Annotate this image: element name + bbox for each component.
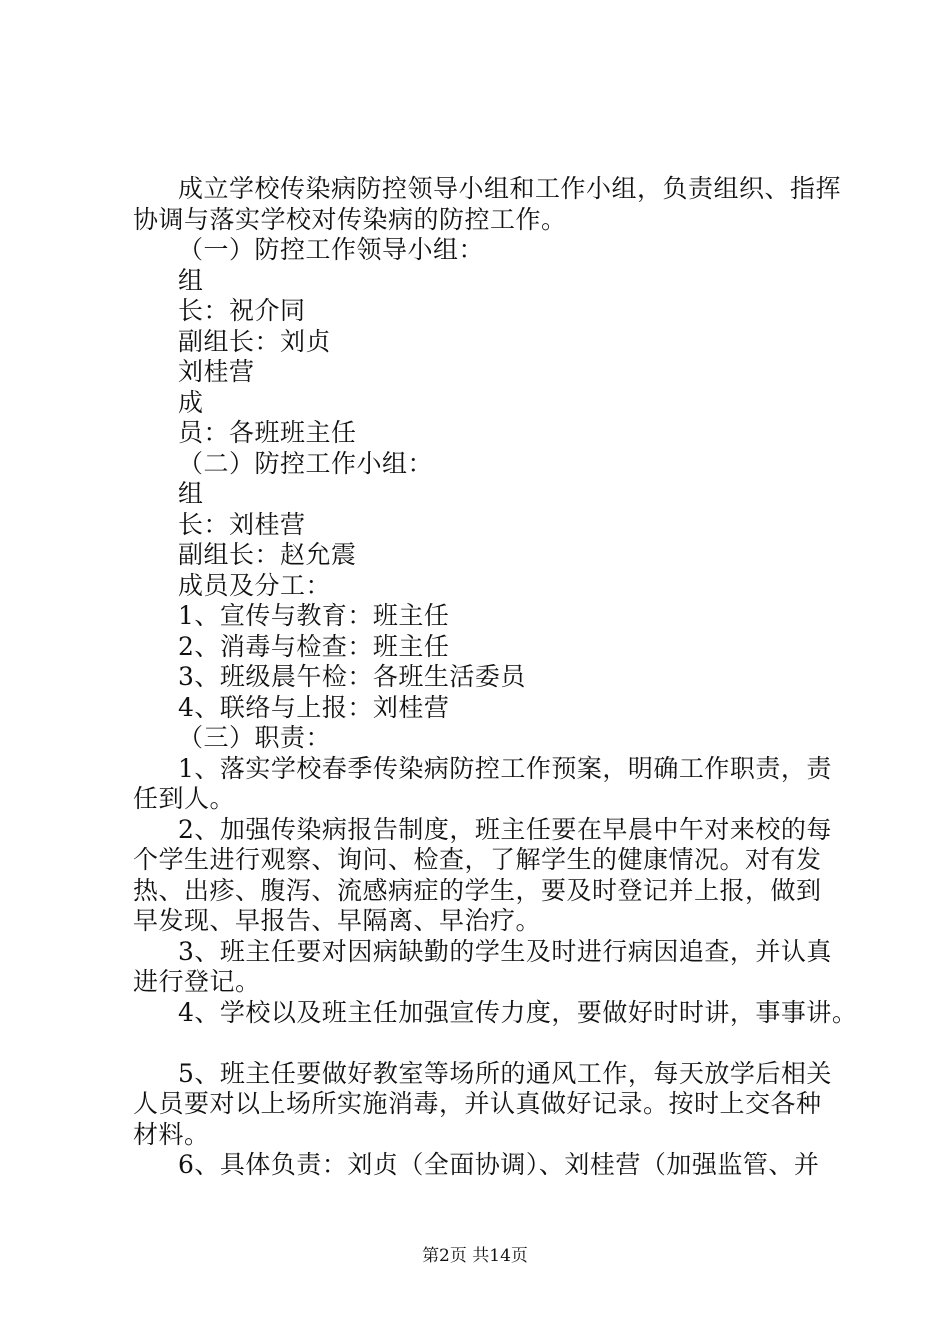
list-item: 2、消毒与检查：班主任 bbox=[178, 631, 450, 661]
paragraph-line: 个学生进行观察、询问、检查，了解学生的健康情况。对有发 bbox=[133, 845, 822, 874]
paragraph-line: 副组长：刘贞 bbox=[178, 326, 332, 356]
section-heading: （一）防控工作领导小组： bbox=[178, 235, 485, 264]
paragraph-line: 长：祝介同 bbox=[178, 296, 306, 325]
paragraph-line: 6、具体负责：刘贞（全面协调）、刘桂营（加强监管、并 bbox=[178, 1150, 820, 1179]
paragraph-line: 5、班主任要做好教室等场所的通风工作，每天放学后相关 bbox=[178, 1058, 832, 1088]
page-number-footer: 第2页 共14页 bbox=[422, 1246, 528, 1266]
paragraph-line: 任到人。 bbox=[133, 784, 236, 813]
paragraph-line: 人员要对以上场所实施消毒，并认真做好记录。按时上交各种 bbox=[133, 1089, 822, 1118]
paragraph-line: 长：刘桂营 bbox=[178, 509, 306, 539]
paragraph-line: 协调与落实学校对传染病的防控工作。 bbox=[133, 204, 567, 234]
list-item: 1、宣传与教育：班主任 bbox=[178, 601, 450, 630]
section-heading: （三）职责： bbox=[178, 723, 332, 752]
paragraph-line: 副组长：赵允震 bbox=[178, 540, 357, 569]
paragraph-line: 早发现、早报告、早隔离、早治疗。 bbox=[133, 906, 542, 935]
paragraph-line: 热、出疹、腹泻、流感病症的学生，要及时登记并上报，做到 bbox=[133, 875, 822, 905]
paragraph-line: 3、班主任要对因病缺勤的学生及时进行病因追查，并认真 bbox=[178, 936, 832, 966]
section-heading: （二）防控工作小组： bbox=[178, 448, 434, 478]
paragraph-line: 组 bbox=[178, 479, 204, 508]
paragraph-line: 组 bbox=[178, 265, 204, 295]
paragraph-line: 员：各班班主任 bbox=[178, 418, 357, 447]
list-item: 4、联络与上报：刘桂营 bbox=[178, 692, 450, 722]
paragraph-line: 刘桂营 bbox=[178, 357, 255, 386]
paragraph-line: 进行登记。 bbox=[133, 967, 261, 996]
document-body bbox=[133, 174, 858, 1181]
paragraph-line: 成立学校传染病防控领导小组和工作小组，负责组织、指挥 bbox=[178, 174, 842, 203]
paragraph-line: 材料。 bbox=[133, 1119, 210, 1149]
paragraph-line: 成员及分工： bbox=[178, 570, 332, 600]
paragraph-line: 2、加强传染病报告制度，班主任要在早晨中午对来校的每 bbox=[178, 814, 832, 844]
paragraph-line: 1、落实学校春季传染病防控工作预案，明确工作职责，责 bbox=[178, 753, 832, 783]
paragraph-line: 成 bbox=[178, 387, 204, 417]
list-item: 3、班级晨午检：各班生活委员 bbox=[178, 662, 526, 691]
paragraph-line: 4、学校以及班主任加强宣传力度，要做好时时讲，事事讲。 bbox=[178, 997, 858, 1027]
paragraph-gap bbox=[133, 1028, 848, 1059]
